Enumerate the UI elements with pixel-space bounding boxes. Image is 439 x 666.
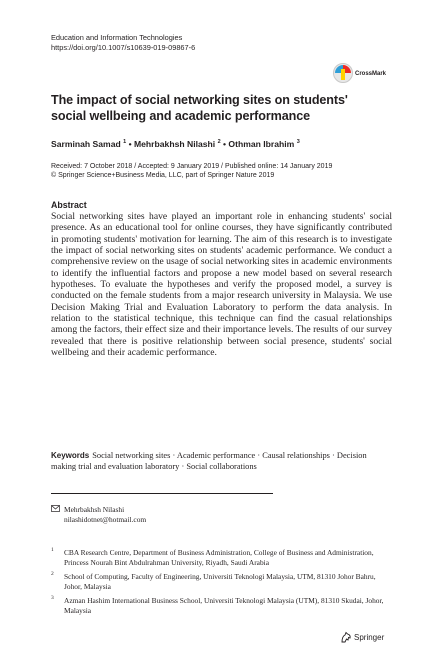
author-affiliation-marker: 2 xyxy=(217,139,221,146)
affiliation-text: Azman Hashim International Business School, Universiti Teknologi Malaysia (UTM), 81310 Skudai, Johor, Malaysia xyxy=(64,596,384,615)
publication-dates xyxy=(51,163,332,180)
corresponding-author: Mehrbakhsh Nilashi xyxy=(64,505,125,514)
affiliation-text: CBA Research Centre, Department of Business Administration, College of Business and Administration, Princess Nourah Bint Abdulrahman University, Riyadh, Saudi Arabia xyxy=(64,548,374,567)
affiliation-number: 2 xyxy=(51,571,54,577)
springer-logo xyxy=(340,631,384,643)
affiliation-number: 1 xyxy=(51,547,54,553)
author-separator: • xyxy=(223,139,229,149)
author-affiliation-marker: 3 xyxy=(296,139,300,146)
keywords xyxy=(51,450,392,472)
abstract-heading: Abstract xyxy=(51,200,87,210)
journal-header xyxy=(51,33,195,52)
affiliation-item xyxy=(51,572,391,592)
corresponding-email[interactable]: nilashidotnet@hotmail.com xyxy=(64,514,147,524)
keywords-label: Keywords xyxy=(51,451,90,460)
affiliation-number: 3 xyxy=(51,595,54,601)
footnote-divider xyxy=(51,493,273,494)
author-separator: • xyxy=(128,139,134,149)
affiliation-item xyxy=(51,548,391,568)
springer-horse-icon xyxy=(340,631,352,643)
dates-line: Received: 7 October 2018 / Accepted: 9 January 2019 / Published online: 14 January 2019 xyxy=(51,163,333,170)
affiliation-text: School of Computing, Faculty of Engineering, Universiti Teknologi Malaysia, UTM, 81310 Johor Bahru, Johor, Malaysia xyxy=(64,572,376,591)
journal-name: Education and Information Technologies xyxy=(51,33,183,42)
copyright-line: © Springer Science+Business Media, LLC, part of Springer Nature 2019 xyxy=(51,171,275,179)
author-affiliation-marker: 1 xyxy=(123,139,127,146)
author-name[interactable]: Othman Ibrahim xyxy=(228,139,295,149)
crossmark-label[interactable]: CrossMark xyxy=(355,71,387,77)
envelope-icon xyxy=(51,505,60,512)
paper-title: The impact of social networking sites on students' social wellbeing and academic performance xyxy=(51,93,348,123)
author-name[interactable]: Sarminah Samad xyxy=(51,139,121,149)
author-list xyxy=(51,139,300,149)
author-name[interactable]: Mehrbakhsh Nilashi xyxy=(133,139,216,149)
abstract-text: Social networking sites have played an important role in enhancing students' social presence. As an educational tool for online courses, they have significantly contributed in promoting students' motivation for learning. The aim of this research is to investigate the impact of social networking sites on students' academic performance. We conduct a comprehensive review on the usage of social networking sites in academic environments to identify the influential factors and propose a new model based on several research hypotheses. To evaluate the hypotheses and verify the proposed model, a survey is conducted on the female students from a major research university in Malaysia. We use Decision Making Trial and Evaluation Laboratory to perform the data analysis. In relation to the statistical technique, this technique can find the casual relationships among the factors, their effect size and their importance levels. The results of our survey revealed that there is positive relationship between social presence, students' social wellbeing and their academic performance. xyxy=(51,211,392,359)
affiliation-item xyxy=(51,596,391,616)
doi-link[interactable]: https://doi.org/10.1007/s10639-019-09867-6 xyxy=(51,42,196,52)
keywords-list: Social networking sites · Academic performance · Causal relationships · Decision making trial and evaluation laboratory · Social collaborations xyxy=(51,451,367,472)
publisher-name: Springer xyxy=(354,632,385,642)
correspondence xyxy=(51,505,146,525)
